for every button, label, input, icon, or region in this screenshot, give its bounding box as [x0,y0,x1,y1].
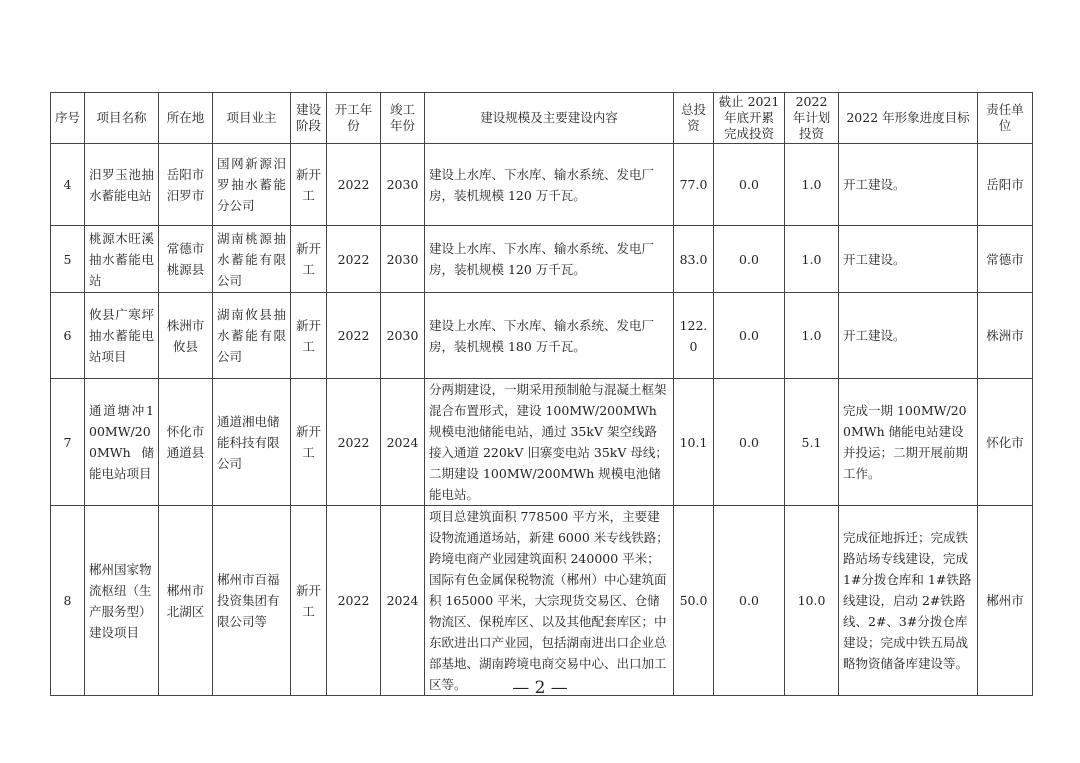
header-total: 总投资 [674,93,714,144]
header-name: 项目名称 [85,93,159,144]
cell-end: 2030 [381,293,425,379]
table-row [51,144,1033,226]
cell-no: 5 [51,226,85,293]
cell-done: 0.0 [714,144,785,226]
cell-location: 株洲市攸县 [159,293,213,379]
cell-start: 2022 [327,226,381,293]
cell-unit: 郴州市 [978,506,1033,696]
cell-target: 完成一期 100MW/200MWh 储能电站建设并投运；二期开展前期工作。 [839,379,978,506]
cell-location: 郴州市北湖区 [159,506,213,696]
cell-content: 项目总建筑面积 778500 平方米，主要建设物流通道场站，新建 6000 米专线铁路；跨境电商产业园建筑面积 240000 平米；国际有色金属保税物流（郴州）中心建筑面积 165000 平米，大宗现货交易区、仓储物流区、保税库区、以及其他配套库区；中东欧进出口产业园，包括湖南进出口企业总部基地、湖南跨境电商交易中心、出口加工区等。 [425,506,674,696]
cell-unit: 常德市 [978,226,1033,293]
cell-unit: 株洲市 [978,293,1033,379]
header-location: 所在地 [159,93,213,144]
cell-owner: 国网新源汨罗抽水蓄能分公司 [213,144,291,226]
cell-location: 岳阳市汨罗市 [159,144,213,226]
cell-content: 建设上水库、下水库、输水系统、发电厂房，装机规模 120 万千瓦。 [425,226,674,293]
cell-owner: 通道湘电储能科技有限公司 [213,379,291,506]
cell-target: 开工建设。 [839,144,978,226]
cell-plan: 1.0 [785,144,839,226]
header-target: 2022 年形象进度目标 [839,93,978,144]
cell-no: 8 [51,506,85,696]
cell-end: 2024 [381,506,425,696]
header-plan: 2022 年计划投资 [785,93,839,144]
cell-target: 开工建设。 [839,293,978,379]
cell-done: 0.0 [714,506,785,696]
cell-target: 开工建设。 [839,226,978,293]
cell-end: 2030 [381,226,425,293]
cell-start: 2022 [327,144,381,226]
cell-total: 77.0 [674,144,714,226]
cell-done: 0.0 [714,293,785,379]
cell-no: 7 [51,379,85,506]
cell-unit: 岳阳市 [978,144,1033,226]
table-row [51,226,1033,293]
cell-stage: 新开工 [291,506,327,696]
cell-location: 常德市桃源县 [159,226,213,293]
project-table [50,92,1033,696]
cell-plan: 1.0 [785,226,839,293]
table-header-row [51,93,1033,144]
page-number: — 2 — [512,678,568,698]
cell-name: 郴州国家物流枢纽（生产服务型）建设项目 [85,506,159,696]
cell-content: 分两期建设，一期采用预制舱与混凝土框架混合布置形式，建设 100MW/200MWh 规模电池储能电站，通过 35kV 架空线路接入通道 220kV 旧寨变电站 35kV 母线；二期建设 100MW/200MWh 规模电池储能电站。 [425,379,674,506]
cell-name: 桃源木旺溪抽水蓄能电站 [85,226,159,293]
header-done: 截止 2021 年底开累完成投资 [714,93,785,144]
cell-total: 122.0 [674,293,714,379]
cell-content: 建设上水库、下水库、输水系统、发电厂房，装机规模 120 万千瓦。 [425,144,674,226]
header-start: 开工年份 [327,93,381,144]
table-row [51,506,1033,696]
header-stage: 建设阶段 [291,93,327,144]
cell-start: 2022 [327,293,381,379]
cell-total: 50.0 [674,506,714,696]
cell-no: 6 [51,293,85,379]
header-no: 序号 [51,93,85,144]
cell-plan: 1.0 [785,293,839,379]
cell-stage: 新开工 [291,293,327,379]
cell-owner: 湖南桃源抽水蓄能有限公司 [213,226,291,293]
cell-end: 2024 [381,379,425,506]
table-row [51,379,1033,506]
cell-stage: 新开工 [291,226,327,293]
cell-total: 83.0 [674,226,714,293]
cell-no: 4 [51,144,85,226]
header-end: 竣工年份 [381,93,425,144]
cell-stage: 新开工 [291,379,327,506]
cell-end: 2030 [381,144,425,226]
cell-plan: 10.0 [785,506,839,696]
cell-start: 2022 [327,379,381,506]
cell-name: 汨罗玉池抽水蓄能电站 [85,144,159,226]
cell-done: 0.0 [714,226,785,293]
cell-owner: 湖南攸县抽水蓄能有限公司 [213,293,291,379]
cell-name: 攸县广寒坪抽水蓄能电站项目 [85,293,159,379]
cell-total: 10.1 [674,379,714,506]
cell-name: 通道塘冲100MW/200MWh储能电站项目 [85,379,159,506]
header-content: 建设规模及主要建设内容 [425,93,674,144]
cell-stage: 新开工 [291,144,327,226]
header-owner: 项目业主 [213,93,291,144]
cell-content: 建设上水库、下水库、输水系统、发电厂房，装机规模 180 万千瓦。 [425,293,674,379]
cell-target: 完成征地拆迁；完成铁路站场专线建设，完成 1#分拨仓库和 1#铁路线建设，启动 2#铁路线、2#、3#分拨仓库建设；完成中铁五局战略物资储备库建设等。 [839,506,978,696]
table-row [51,293,1033,379]
cell-start: 2022 [327,506,381,696]
cell-plan: 5.1 [785,379,839,506]
cell-location: 怀化市通道县 [159,379,213,506]
header-unit: 责任单位 [978,93,1033,144]
cell-unit: 怀化市 [978,379,1033,506]
cell-done: 0.0 [714,379,785,506]
cell-owner: 郴州市百福投资集团有限公司等 [213,506,291,696]
